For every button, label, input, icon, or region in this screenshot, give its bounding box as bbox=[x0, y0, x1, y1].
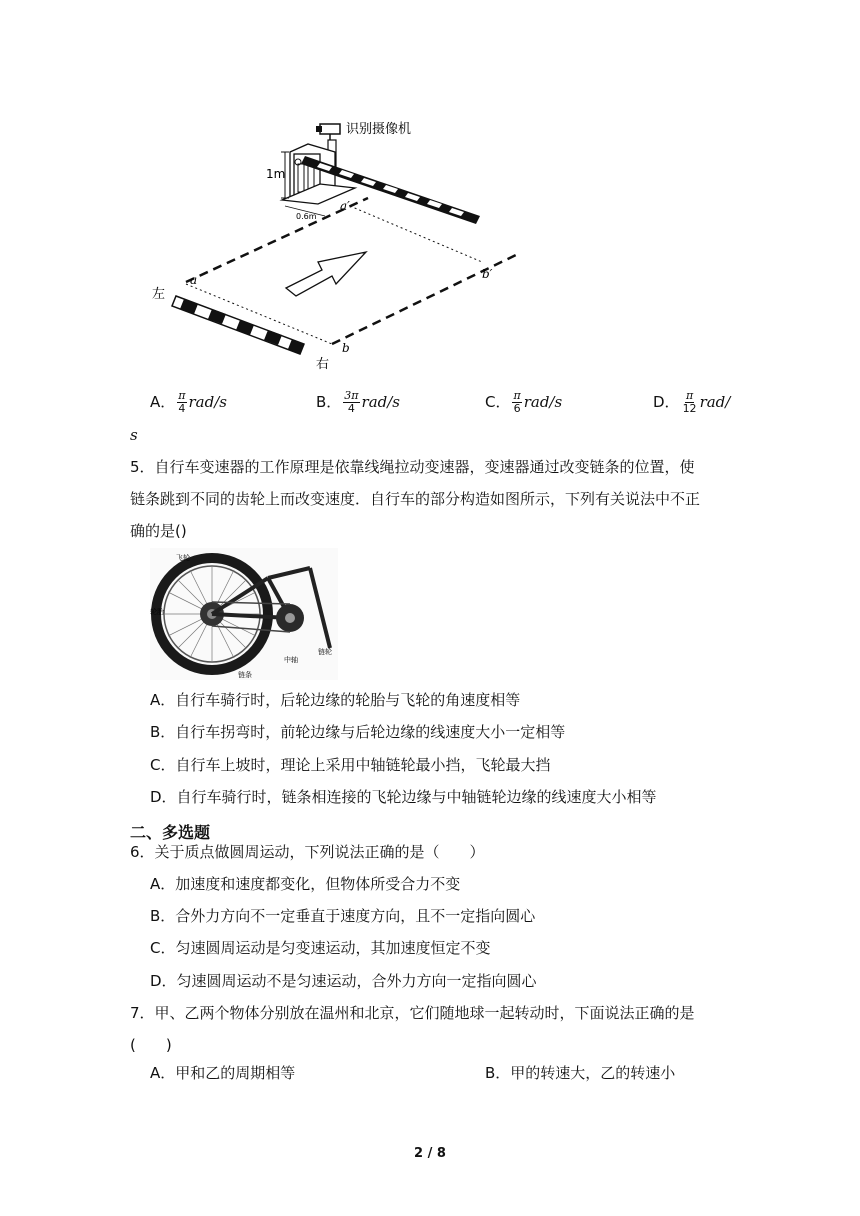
label-sprocket: 链轮 bbox=[318, 648, 332, 656]
q6-option-a[interactable]: A．加速度和速度都变化，但物体所受合力不变 bbox=[150, 875, 461, 893]
q5-option-c[interactable]: C．自行车上坡时，理论上采用中轴链轮最小挡，飞轮最大挡 bbox=[150, 756, 551, 774]
section-heading: 二、多选题 bbox=[130, 823, 211, 842]
point-a: a bbox=[190, 273, 198, 287]
height-label: 1m bbox=[266, 167, 286, 181]
fraction: $\frac{3\pi}{4}$ bbox=[344, 389, 359, 415]
label-flywheel: 飞轮 bbox=[176, 554, 190, 562]
bicycle-figure bbox=[150, 548, 338, 680]
q7-stem-line-1: 7．甲、乙两个物体分别放在温州和北京，它们随地球一起转动时，下面说法正确的是 bbox=[130, 1004, 695, 1022]
direction-arrow-icon bbox=[286, 252, 366, 296]
fraction: $\frac{\pi}{12}$ bbox=[682, 389, 697, 415]
q4-option-a[interactable]: A． $\frac{\pi}{4}$ rad/s bbox=[150, 389, 227, 415]
q6-stem: 6．关于质点做圆周运动，下列说法正确的是（ ） bbox=[130, 843, 485, 861]
q5-stem-line-1: 5．自行车变速器的工作原理是依靠线绳拉动变速器，变速器通过改变链条的位置，使 bbox=[130, 458, 695, 476]
q5-stem-line-2: 链条跳到不同的齿轮上而改变速度．自行车的部分构造如图所示，下列有关说法中不正 bbox=[130, 490, 701, 508]
q5-stem-line-3: 确的是() bbox=[130, 522, 187, 540]
q6-option-d[interactable]: D．匀速圆周运动不是匀速运动，合外力方向一定指向圆心 bbox=[150, 972, 537, 990]
page-number: 2 / 8 bbox=[414, 1146, 446, 1161]
camera-label: 识别摄像机 bbox=[346, 122, 412, 137]
q7-option-a[interactable]: A．甲和乙的周期相等 bbox=[150, 1064, 296, 1082]
q7-stem-line-2: ( ) bbox=[130, 1036, 172, 1054]
q7-option-b[interactable]: B．甲的转速大，乙的转速小 bbox=[485, 1064, 676, 1082]
right-label: 右 bbox=[316, 357, 330, 372]
point-b: b bbox=[342, 341, 350, 355]
fraction: $\frac{\pi}{4}$ bbox=[178, 389, 186, 415]
label-axle: 中轴 bbox=[284, 656, 298, 664]
fraction: $\frac{\pi}{6}$ bbox=[513, 389, 521, 415]
width-label: 0.6m bbox=[296, 212, 317, 221]
label-chain: 链条 bbox=[238, 671, 252, 679]
q5-option-d[interactable]: D．自行车骑行时，链条相连接的飞轮边缘与中轴链轮边缘的线速度大小相等 bbox=[150, 788, 657, 806]
point-b-prime: b′ bbox=[482, 267, 493, 281]
left-label: 左 bbox=[152, 287, 166, 302]
q6-option-b[interactable]: B．合外力方向不一定垂直于速度方向，且不一定指向圆心 bbox=[150, 907, 536, 925]
point-a-prime: a′ bbox=[340, 199, 350, 213]
q4-option-d[interactable]: D． $\frac{\pi}{12}$ rad/ bbox=[653, 389, 731, 415]
q6-option-c[interactable]: C．匀速圆周运动是匀变速运动，其加速度恒定不变 bbox=[150, 939, 491, 957]
q4-option-b[interactable]: B． $\frac{3\pi}{4}$ rad/s bbox=[316, 389, 400, 415]
q5-option-a[interactable]: A．自行车骑行时，后轮边缘的轮胎与飞轮的角速度相等 bbox=[150, 691, 521, 709]
parking-gate-figure bbox=[140, 112, 560, 377]
q4-option-d-overflow: s bbox=[130, 426, 138, 444]
q5-option-b[interactable]: B．自行车拐弯时，前轮边缘与后轮边缘的线速度大小一定相等 bbox=[150, 723, 566, 741]
bottom-barrier bbox=[172, 296, 304, 354]
label-tire: 轮胎 bbox=[150, 608, 164, 616]
q4-option-c[interactable]: C． $\frac{\pi}{6}$ rad/s bbox=[485, 389, 563, 415]
